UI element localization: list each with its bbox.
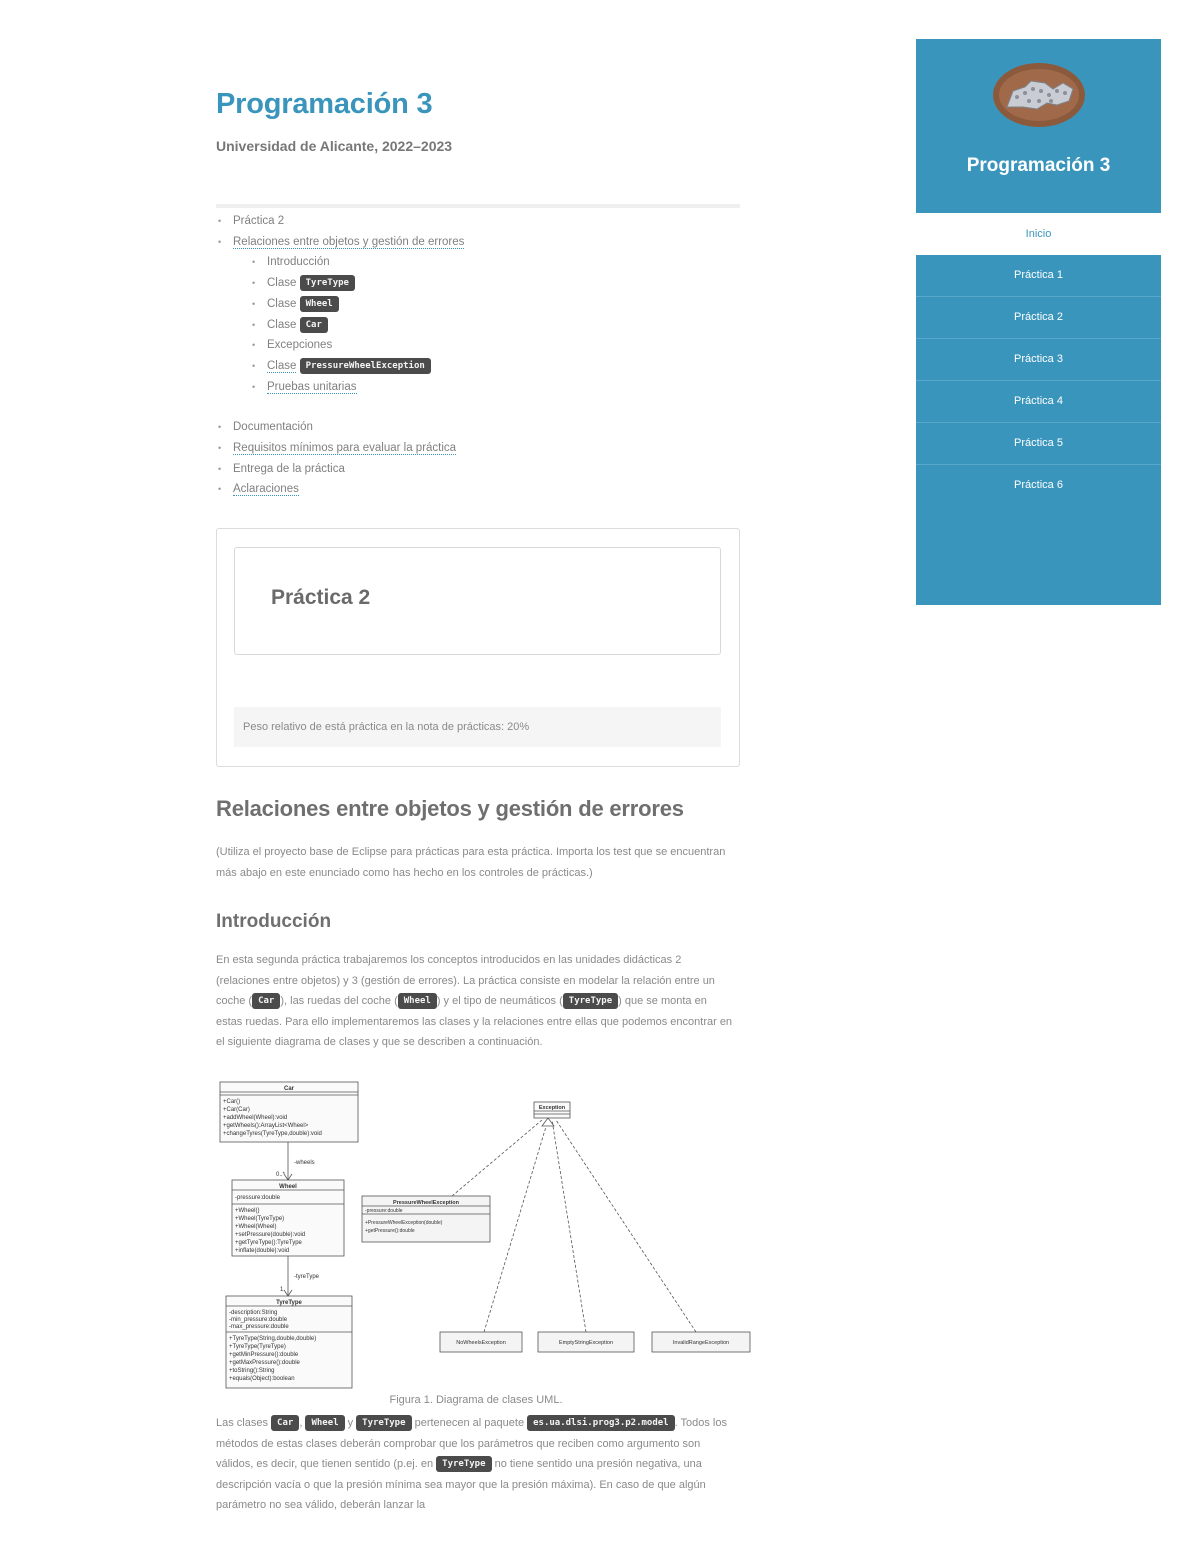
code-package: es.ua.dlsi.prog3.p2.model	[527, 1415, 674, 1431]
toc-link[interactable]: Excepciones	[267, 339, 333, 352]
uml-op: +Wheel(Wheel)	[235, 1224, 277, 1230]
table-of-contents	[216, 211, 740, 500]
uml-op: +Car()	[223, 1099, 241, 1105]
toc-link[interactable]	[267, 298, 339, 310]
toc-link[interactable]: Aclaraciones	[233, 483, 299, 496]
toc-link[interactable]: Pruebas unitarias	[267, 380, 357, 393]
uml-multiplicity: 0..*	[276, 1172, 286, 1178]
uml-op: +getMaxPressure():double	[229, 1360, 300, 1366]
uml-class-invalidrangeexception: InvalidRangeException	[672, 1340, 730, 1346]
toc-item-relaciones[interactable]	[216, 232, 740, 398]
practice-title: Práctica 2	[271, 586, 371, 609]
toc-item-pruebas[interactable]	[233, 377, 740, 398]
uml-op: +inflate(double):void	[235, 1248, 290, 1254]
site-subtitle: Universidad de Alicante, 2022–2023	[216, 138, 453, 154]
sidebar-header	[916, 39, 1161, 213]
introduction-paragraph: En esta segunda práctica trabajaremos los conceptos introducidos en las unidades didácticas 2 (relaciones entre objetos) y 3 (gestión de errores). La práctica consiste en modelar la relación entre un coche ( Car ), las ruedas del coche ( Wheel ) y el tipo de neumáticos ( TyreType ) que se monta en estas ruedas. Para ello implementaremos las clases y la relaciones entre ellas que podemos encontrar en el siguiente diagrama de clases y que se describen a continuación.	[216, 954, 733, 1048]
code-wheel: Wheel	[300, 296, 339, 312]
code-tyretype: TyreType	[300, 275, 355, 291]
uml-class-diagram	[216, 1078, 752, 1394]
toc-link[interactable]: Documentación	[233, 421, 313, 434]
sidebar-item-practica-5[interactable]: Práctica 5	[916, 422, 1161, 464]
sidebar-item-practica-6[interactable]: Práctica 6	[916, 464, 1161, 506]
uml-class-nowheelsexception: NoWheelsException	[456, 1340, 506, 1346]
uml-class-car: Car	[283, 1086, 295, 1092]
uml-op: +TyreType(String,double,double)	[229, 1336, 317, 1342]
toc-link[interactable]	[267, 360, 431, 372]
divider	[216, 204, 740, 208]
uml-op: +equals(Object):boolean	[229, 1376, 295, 1382]
uml-op: +Wheel(TyreType)	[235, 1216, 285, 1222]
uml-op: +setPressure(double):void	[235, 1232, 306, 1238]
uml-attr: -description:String	[229, 1310, 278, 1316]
uml-class-wheel: Wheel	[279, 1184, 297, 1190]
code-car: Car	[252, 993, 280, 1009]
toc-link-prefix: Clase	[267, 359, 297, 372]
toc-item-clase-pressure[interactable]	[233, 356, 740, 377]
sidebar-title[interactable]: Programación 3	[966, 155, 1111, 176]
sidebar-nav	[916, 255, 1161, 506]
toc-item-excepciones[interactable]	[233, 335, 740, 356]
toc-link-prefix: Clase	[267, 297, 297, 310]
weight-note-text: Peso relativo de está práctica en la nota de prácticas: 20%	[243, 721, 530, 733]
uml-op: +getPressure():double	[365, 1228, 415, 1234]
toc-link[interactable]: Relaciones entre objetos y gestión de errores	[233, 235, 465, 248]
toc-item-clase-car[interactable]	[233, 315, 740, 336]
sidebar-item-practica-4[interactable]: Práctica 4	[916, 380, 1161, 422]
course-logo-icon[interactable]	[991, 61, 1087, 129]
code-tyretype: TyreType	[563, 993, 618, 1009]
uml-op: +getWheels():ArrayList<Wheel>	[223, 1123, 309, 1129]
uml-role-wheels: -wheels	[294, 1160, 315, 1166]
uml-op: +Car(Car)	[223, 1107, 250, 1113]
uml-attr: -pressure:double	[365, 1208, 403, 1214]
code-car: Car	[300, 317, 328, 333]
toc-item-requisitos[interactable]	[216, 438, 740, 459]
uml-class-pressurewheelexception: PressureWheelException	[392, 1200, 460, 1206]
uml-op: +toString():String	[229, 1368, 275, 1374]
uml-op: +TyreType(TyreType)	[229, 1344, 286, 1350]
code-tyretype: TyreType	[356, 1415, 411, 1431]
uml-attr: -pressure:double	[235, 1195, 281, 1201]
uml-op: +Wheel()	[235, 1208, 260, 1214]
toc-link[interactable]: Requisitos mínimos para evaluar la práctica	[233, 442, 457, 455]
sidebar-item-practica-1[interactable]: Práctica 1	[1014, 269, 1063, 281]
toc-item-clase-wheel[interactable]	[233, 294, 740, 315]
toc-link[interactable]: Introducción	[267, 256, 330, 269]
code-pressurewheelexception: PressureWheelException	[300, 358, 431, 374]
section-title: Relaciones entre objetos y gestión de errores	[216, 796, 684, 821]
toc-item-clase-tyretype[interactable]	[233, 273, 740, 294]
toc-item-introduccion[interactable]	[233, 252, 740, 273]
uml-class-tyretype: TyreType	[276, 1300, 302, 1306]
sidebar-item-practica-3[interactable]: Práctica 3	[916, 338, 1161, 380]
sidebar	[916, 39, 1161, 605]
code-wheel: Wheel	[305, 1415, 344, 1431]
uml-attr: -min_pressure:double	[229, 1317, 288, 1323]
intro-paragraph: (Utiliza el proyecto base de Eclipse para prácticas para esta práctica. Importa los test que se encuentran más abajo en este enunciado como has hecho en los controles de prácticas.)	[216, 846, 726, 879]
toc-item-aclaraciones[interactable]	[216, 479, 740, 500]
uml-attr: -max_pressure:double	[229, 1324, 289, 1330]
sidebar-item-practica-2[interactable]: Práctica 2	[916, 296, 1161, 338]
toc-link[interactable]	[267, 319, 328, 331]
toc-item-entrega[interactable]	[216, 459, 740, 480]
sidebar-item-inicio[interactable]: Inicio	[916, 213, 1161, 255]
uml-op: +changeTyres(TyreType,double):void	[223, 1131, 322, 1137]
toc-link[interactable]	[267, 277, 355, 289]
uml-op: +PressureWheelException(double)	[365, 1220, 443, 1226]
code-car: Car	[271, 1415, 299, 1431]
package-paragraph: Las clases Car , Wheel y TyreType pertenecen al paquete es.ua.dlsi.prog3.p2.model . Todos los métodos de estas clases deberán comprobar que los parámetros que reciben como argumento son válidos, es decir, que tienen sentido (p.ej. en TyreType no tiene sentido una presión negativa, una descripción vacía o que la presión mínima sea mayor que la presión máxima). En caso de que algún parámetro no sea válido, deberán lanzar la	[216, 1417, 727, 1511]
code-wheel: Wheel	[398, 993, 437, 1009]
toc-link-prefix: Clase	[267, 277, 297, 290]
toc-item-documentacion[interactable]	[216, 417, 740, 438]
uml-role-tyretype: -tyreType	[294, 1274, 320, 1280]
toc-item-practica-2[interactable]	[216, 211, 740, 232]
toc-link[interactable]: Práctica 2	[233, 215, 285, 227]
uml-op: +getMinPressure():double	[229, 1352, 299, 1358]
uml-class-emptystringexception: EmptyStringException	[558, 1340, 614, 1346]
weight-note	[234, 707, 721, 747]
code-tyretype: TyreType	[436, 1456, 491, 1472]
subsection-title: Introducción	[216, 911, 332, 932]
figure-caption: Figura 1. Diagrama de clases UML.	[389, 1394, 563, 1406]
site-title[interactable]: Programación 3	[216, 88, 433, 120]
toc-link[interactable]: Entrega de la práctica	[233, 462, 345, 475]
uml-op: +addWheel(Wheel):void	[223, 1115, 288, 1121]
toc-link-prefix: Clase	[267, 318, 297, 331]
uml-op: +getTyreType():TyreType	[235, 1240, 302, 1246]
uml-class-exception: Exception	[538, 1105, 566, 1111]
practice-title-box	[234, 547, 721, 655]
uml-multiplicity: 1	[280, 1287, 284, 1293]
